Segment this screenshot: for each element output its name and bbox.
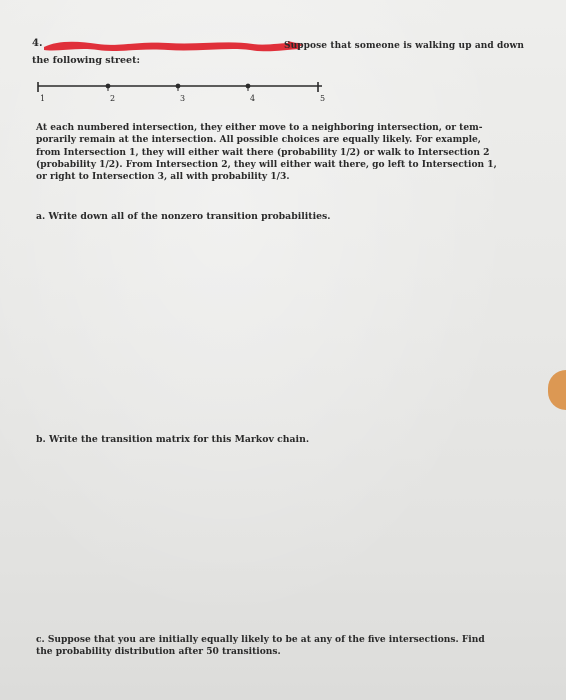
intersection-2 — [106, 84, 111, 91]
problem-paragraph — [36, 122, 556, 183]
intro-text: Suppose that someone is walking up and down — [284, 41, 525, 51]
intro-text-line2: the following street: — [32, 55, 140, 66]
intersection-4 — [246, 84, 251, 91]
part-a-question: a. Write down all of the nonzero transition probabilities. — [36, 211, 331, 222]
paragraph-line: (probability 1/2). From Intersection 2, they will either wait there, go left to Intersection 1, — [36, 158, 497, 170]
intersection-3 — [176, 84, 181, 91]
part-c-question — [36, 634, 485, 659]
street-label-2: 2 — [110, 94, 116, 103]
street-label-3: 3 — [180, 94, 186, 103]
street-label-4: 4 — [250, 94, 256, 103]
background-object — [548, 370, 566, 410]
part-b-question: b. Write the transition matrix for this Markov chain. — [36, 434, 310, 445]
paragraph-line: or right to Intersection 3, all with probability 1/3. — [36, 171, 290, 183]
street-label-5: 5 — [320, 94, 326, 103]
street-diagram — [34, 78, 334, 104]
problem-header — [32, 38, 552, 70]
paragraph-line: porarily remain at the intersection. All possible choices are equally likely. For example, — [36, 134, 481, 146]
part-c-line: c. Suppose that you are initially equally likely to be at any of the five intersections. Find — [36, 634, 485, 645]
redaction-mark — [38, 38, 308, 54]
part-c-line: the probability distribution after 50 transitions. — [36, 646, 281, 658]
problem-number: 4. — [32, 38, 43, 49]
paragraph-line: from Intersection 1, they will either wait there (probability 1/2) or walk to Intersection 2 — [36, 146, 490, 158]
paragraph-line: At each numbered intersection, they either move to a neighboring intersection, or tem- — [36, 122, 483, 133]
street-label-1: 1 — [40, 94, 46, 103]
